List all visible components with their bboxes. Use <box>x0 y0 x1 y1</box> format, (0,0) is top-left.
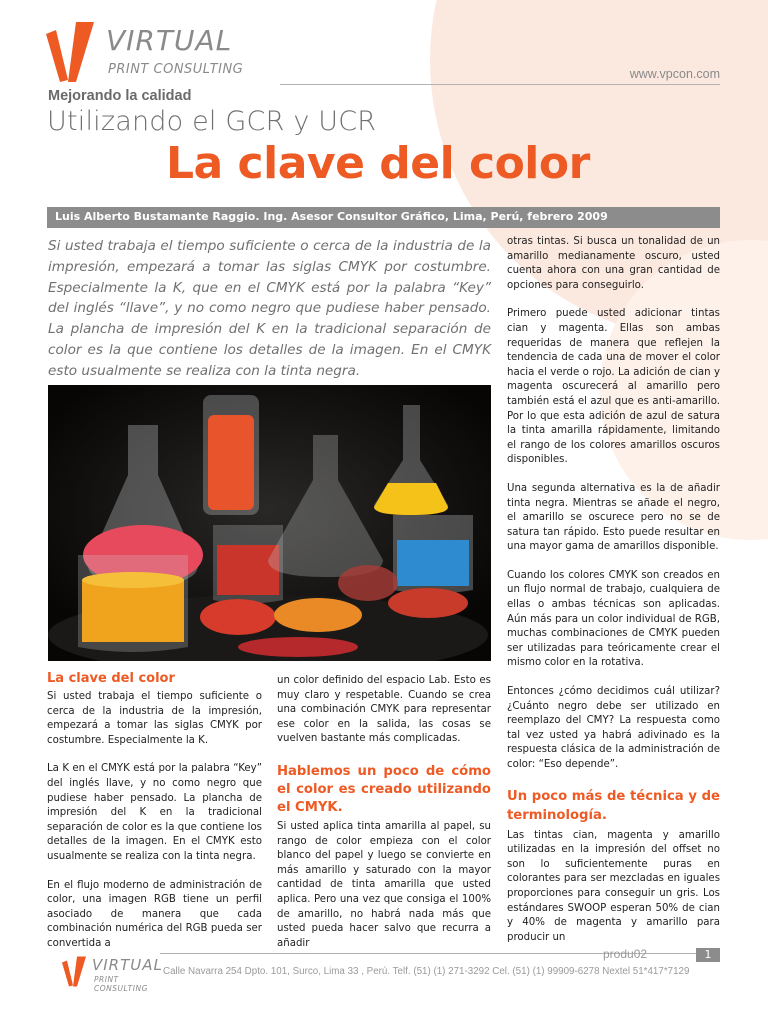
logo-mark-icon <box>46 22 106 84</box>
logo-tagline: PRINT CONSULTING <box>108 62 244 77</box>
column-3-paragraph: Una segunda alternativa es la de añadir tinta negra. Mientras se añade el negro, el amarillo se oscurece pero no se de satura tan rápido. Esto puede resultar en una mayor gama de amarillos disponible. <box>507 482 720 553</box>
kicker: Mejorando la calidad <box>48 88 192 104</box>
footer-address: Calle Navarra 254 Dpto. 101, Surco, Lima 33 , Perú. Telf. (51) (1) 271-3292 Cel. (51) (1) 99909-6278 Nextel 51*417*7129 <box>163 966 690 977</box>
website-link[interactable]: www.vpcon.com <box>629 67 720 81</box>
column-3-paragraph: Las tintas cian, magenta y amarillo utilizadas en la impresión del offset no son lo suficientemente puras en colorantes para ser mezcladas en iguales proporciones para conseguir un gris. Los estándares SWOOP esperan 50% de cian y 40% de magenta y amarillo para producir un <box>507 829 720 943</box>
lead-paragraph: Si usted trabaja el tiempo suficiente o cerca de la industria de la impresión, empezará a tomar las siglas CMYK por costumbre. Especialmente la K, que en el CMYK está por la palabra “Key” del inglés “llave”, y no como negro que pudiese haber pensado. La plancha de impresión del K en la tradicional separación de color es la que contiene los detalles de la imagen. En el CMYK esto usualmente se realiza con la tinta negra. <box>48 238 491 379</box>
byline-bar: Luis Alberto Bustamante Raggio. Ing. Asesor Consultor Gráfico, Lima, Perú, febrero 2009 <box>47 207 720 228</box>
footer-logo-wordmark: VIRTUAL <box>92 956 163 974</box>
logo-wordmark: VIRTUAL <box>106 24 233 57</box>
column-2-paragraph: Si usted aplica tinta amarilla al papel, su rango de color empieza con el color blanco del papel y luego se convierte en más amarillo y saturado con la mayor cantidad de tinta amarilla que usted aplica. Pero una vez que consiga el 100% de amarillo, no habrá nada más que usted pueda hacer salvo que recurra a añadir <box>277 820 491 949</box>
page-title: La clave del color <box>166 138 590 189</box>
column-1-paragraph: En el flujo moderno de administración de color, una imagen RGB tiene un perfil asociado de manera que cada combinación numérica del RGB pueda ser convertida a <box>47 879 262 949</box>
column-2-heading: Hablemos un poco de cómo el color es creado utilizando el CMYK. <box>277 763 491 815</box>
header-rule <box>280 84 720 85</box>
lab-glassware-photo <box>48 385 491 661</box>
column-3-paragraph: Primero puede usted adicionar tintas cian y magenta. Ellas son ambas requeridas de manera que reflejen la tendencia de cada una de mover el color hacia el verde o rojo. La adición de cian y magenta oscurecerá al amarillo pero también está el azul que es anti-amarillo. Por lo que esta adición de azul de satura la tinta amarilla rápidamente, limitando el rango de los colores amarillos oscuros disponibles. <box>507 308 720 466</box>
column-3-paragraph: Entonces ¿cómo decidimos cuál utilizar? ¿Cuánto negro debe ser utilizado en reemplazo del CMY? La respuesta como tal vez usted ya habrá adivinado es la respuesta clásica de la administración de color: “Eso depende”. <box>507 686 720 770</box>
footer-logo-mark-icon <box>62 956 92 988</box>
column-1-paragraph: La K en el CMYK está por la palabra “Key” del inglés llave, y no como negro que pudiese haber pensado. La plancha de impresión del K en la tradicional separación de color es la que contiene los detalles de la imagen. En el CMYK esto usualmente se realiza con la tinta negra. <box>47 763 262 862</box>
column-3-paragraph: otras tintas. Si busca un tonalidad de un amarillo medianamente oscuro, usted cuenta ahora con una gran cantidad de opciones para conseguirlo. <box>507 236 720 291</box>
column-3 <box>507 235 720 959</box>
column-2 <box>277 674 491 965</box>
footer-logo <box>62 956 162 992</box>
column-1 <box>47 671 262 966</box>
header-logo <box>46 22 246 86</box>
page-subtitle: Utilizando el GCR y UCR <box>47 106 377 137</box>
column-1-paragraph: Si usted trabaja el tiempo suficiente o cerca de la industria de la impresión, empezará a tomar las siglas CMYK por costumbre. Especialmente la K. <box>47 691 262 746</box>
document-code: produ02 <box>603 947 648 961</box>
column-3-heading: Un poco más de técnica y de terminología. <box>507 788 720 823</box>
column-2-paragraph: un color definido del espacio Lab. Esto es muy claro y respetable. Cuando se crea una combinación CMYK para representar ese color en la salida, las cosas se vuelven bastante más complicadas. <box>277 675 491 745</box>
column-3-paragraph: Cuando los colores CMYK son creados en un flujo normal de trabajo, cualquiera de ellas o ambas técnicas son aplicadas. Aún más para un color individual de RGB, muchas combinaciones de CMYK pueden ser utilizadas para teóricamente crear el mismo color en la rotativa. <box>507 569 720 669</box>
column-1-heading: La clave del color <box>47 671 175 686</box>
footer-logo-tagline: PRINT CONSULTING <box>94 975 148 993</box>
page-number: 1 <box>696 948 720 962</box>
